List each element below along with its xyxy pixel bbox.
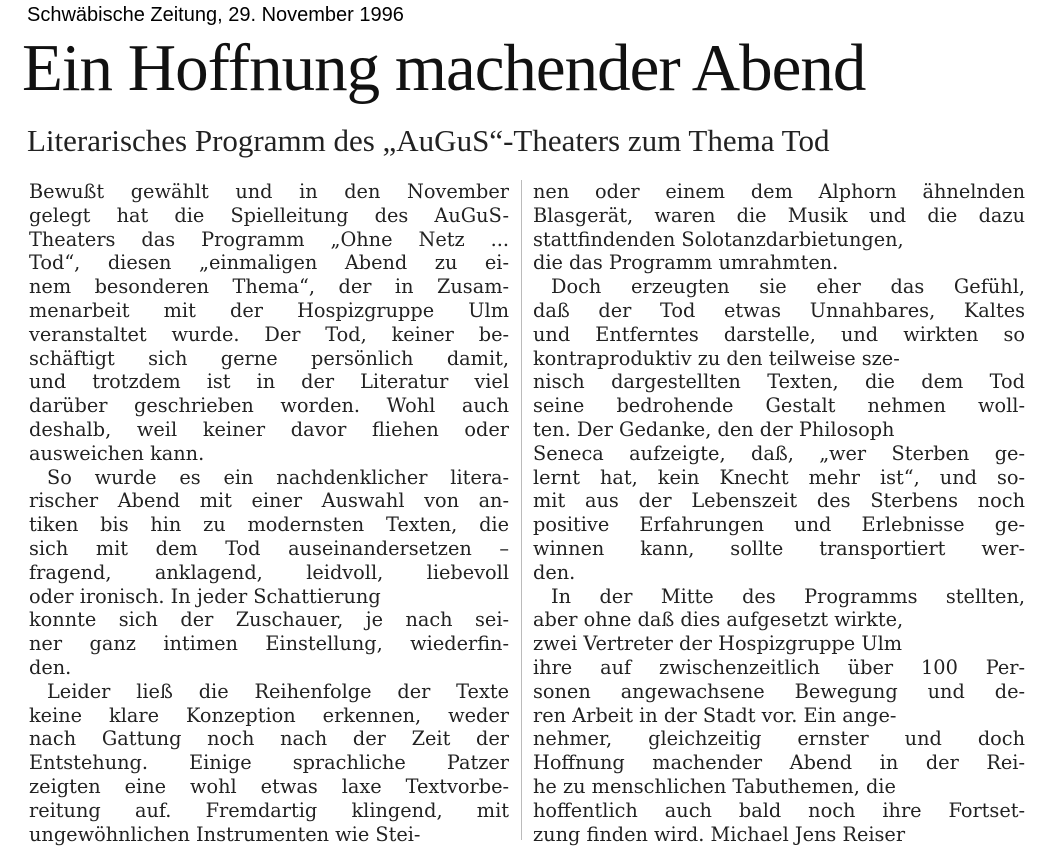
text-line: gelegt hat die Spielleitung des AuGuS-	[29, 203, 509, 227]
text-line: und trotzdem ist in der Literatur viel	[29, 370, 509, 394]
text-line: nach Gattung noch nach der Zeit der	[29, 727, 509, 751]
text-line: hoffentlich auch bald noch ihre Fortset-	[533, 798, 1025, 822]
text-line: reitung auf. Fremdartig klingend, mit	[29, 798, 509, 822]
text-line: daß der Tod etwas Unnahbares, Kaltes	[533, 298, 1025, 322]
text-line: sich mit dem Tod auseinandersetzen –	[29, 536, 509, 560]
text-line: ihre auf zwischenzeitlich über 100 Per-	[533, 655, 1025, 679]
paragraph-start-line: Doch erzeugten sie eher das Gefühl,	[551, 275, 1025, 299]
text-line: Blasgerät, waren die Musik und die dazu	[533, 203, 1025, 227]
text-line: Bewußt gewählt und in den November	[29, 180, 509, 203]
text-line: zeigten eine wohl etwas laxe Textvorbe-	[29, 774, 509, 798]
text-line: ren Arbeit in der Stadt vor. Ein ange-	[533, 703, 897, 727]
article-column-right	[533, 180, 1025, 846]
text-line: Theaters das Programm „Ohne Netz ...	[29, 227, 509, 251]
text-line: Hoffnung machender Abend in der Rei-	[533, 751, 1025, 775]
article-subheadline: Literarisches Programm des „AuGuS“-Theaters zum Thema Tod	[27, 123, 830, 158]
text-line: Tod“, diesen „einmaligen Abend zu ei-	[29, 251, 509, 275]
text-line: kontraproduktiv zu den teilweise sze-	[533, 346, 900, 370]
text-line: rischer Abend mit einer Auswahl von an-	[29, 489, 509, 513]
text-line: die das Programm umrahmten.	[533, 251, 839, 275]
text-line: mit aus der Lebenszeit des Sterbens noch	[533, 489, 1025, 513]
text-line: konnte sich der Zuschauer, je nach sei-	[29, 608, 509, 632]
text-line: nehmer, gleichzeitig ernster und doch	[533, 727, 1025, 751]
column-divider	[521, 180, 522, 840]
text-line: nem besonderen Thema“, der in Zusam-	[29, 275, 509, 299]
text-line: stattfindenden Solotanzdarbietungen,	[533, 227, 904, 251]
text-line: zwei Vertreter der Hospizgruppe Ulm	[533, 632, 903, 656]
text-line: nen oder einem dem Alphorn ähnelnden	[533, 180, 1025, 203]
text-line: aber ohne daß dies aufgesetzt wirkte,	[533, 608, 904, 632]
text-line: positive Erfahrungen und Erlebnisse ge-	[533, 513, 1025, 537]
text-line: und Entferntes darstelle, und wirkten so	[533, 322, 1025, 346]
article-headline: Ein Hoffnung machender Abend	[22, 31, 866, 105]
text-line: he zu menschlichen Tabuthemen, die	[533, 774, 896, 798]
paragraph-start-line: Leider ließ die Reihenfolge der Texte	[47, 679, 509, 703]
text-line: seine bedrohende Gestalt nehmen woll-	[533, 394, 1025, 418]
newspaper-source-line: Schwäbische Zeitung, 29. November 1996	[27, 4, 404, 26]
text-line: winnen kann, sollte transportiert wer-	[533, 536, 1025, 560]
text-line: lernt hat, kein Knecht mehr ist“, und so-	[533, 465, 1025, 489]
text-line: veranstaltet wurde. Der Tod, keiner be-	[29, 322, 509, 346]
text-line: schäftigt sich gerne persönlich damit,	[29, 346, 509, 370]
text-line: darüber geschrieben worden. Wohl auch	[29, 394, 510, 418]
text-line: menarbeit mit der Hospizgruppe Ulm	[29, 298, 509, 322]
text-line: sonen angewachsene Bewegung und de-	[533, 679, 1025, 703]
text-line: ausweichen kann.	[29, 441, 205, 465]
paragraph-start-line: In der Mitte des Programms stellten,	[551, 584, 1025, 608]
text-line: den.	[29, 655, 72, 679]
text-line: nisch dargestellten Texten, die dem Tod	[533, 370, 1025, 394]
text-line: den.	[533, 560, 576, 584]
text-line: oder ironisch. In jeder Schattierung	[29, 584, 381, 608]
text-line: keine klare Konzeption erkennen, weder	[29, 703, 509, 727]
text-line: Entstehung. Einige sprachliche Patzer	[29, 751, 510, 775]
text-line: ner ganz intimen Einstellung, wiederfin-	[29, 632, 509, 656]
author-signature-line: zung finden wird. Michael Jens Reiser	[533, 822, 906, 846]
text-line: fragend, anklagend, leidvoll, liebevoll	[29, 560, 509, 584]
article-column-left	[29, 180, 509, 846]
paragraph-start-line: So wurde es ein nachdenklicher litera-	[47, 465, 509, 489]
text-line: tiken bis hin zu modernsten Texten, die	[29, 513, 509, 537]
text-line: ten. Der Gedanke, den der Philosoph	[533, 417, 895, 441]
text-line: Seneca aufzeigte, daß, „wer Sterben ge-	[533, 441, 1025, 465]
text-line: ungewöhnlichen Instrumenten wie Stei-	[29, 822, 421, 846]
text-line: deshalb, weil keiner davor fliehen oder	[29, 417, 509, 441]
